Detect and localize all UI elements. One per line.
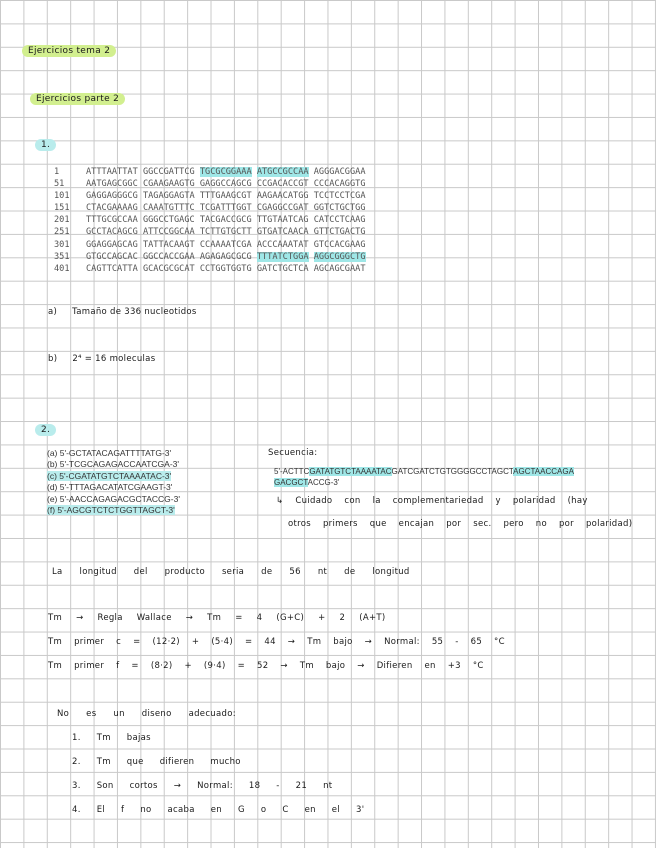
sequence-group: GTTCTGACTG — [313, 227, 366, 238]
sequence-group: AAGAACATGG — [256, 191, 309, 202]
conclusion-item: 3. Son cortos → Normal: 18 - 21 nt — [72, 781, 333, 791]
sequence-row — [54, 251, 366, 263]
sequence-group: GGTCTGCTGG — [313, 203, 366, 214]
sequence-group: CGAGGCCGAT — [256, 203, 309, 214]
part-heading: Ejercicios parte 2 — [30, 94, 125, 104]
primer-item — [47, 459, 180, 470]
sequence-group: TCGATTTGGT — [199, 203, 252, 214]
sequence-group: GGCCGATTCG — [142, 167, 195, 177]
primer-label: (c) 5'-CGATATGTCTAAAATAC-3' — [47, 470, 172, 481]
sequence-position: 101 — [54, 191, 70, 202]
sequence-group: GGGCCTGAGC — [142, 215, 195, 226]
sequence-row — [54, 214, 366, 226]
sequence-group: GTGCCAGCAC — [86, 251, 138, 262]
primer-label: (b) 5'-TCGCAGAGACCAATCGA-3' — [47, 459, 180, 470]
tm-rule: Tm → Regla Wallace → Tm = 4 (G+C) + 2 (A+T) — [48, 613, 386, 623]
sequence-group: TAGAGGAGTA — [142, 191, 195, 202]
sequence-group: TATTACAAGT — [142, 239, 195, 250]
sequence-position: 201 — [54, 215, 70, 226]
sequence-group: TTGTAATCAG — [256, 215, 309, 226]
sequence-row — [54, 166, 366, 178]
sequence-group: CCAAAATCGA — [199, 239, 252, 250]
sequence-group: CAGTTCATTA — [86, 263, 138, 274]
exercise-2-number: 2. — [35, 425, 56, 435]
primer-item — [47, 471, 180, 482]
sequence-row — [54, 202, 366, 214]
sequence-group: GATCTGCTCA — [256, 263, 309, 274]
sequence-group: CCGACACCGT — [256, 179, 309, 190]
sequence-group: ATTTAATTAT — [86, 167, 138, 177]
sequence-group: GTGATCAACA — [256, 227, 309, 238]
sequence-position: 151 — [54, 203, 70, 214]
conclusion-item: 1. Tm bajas — [72, 733, 151, 743]
sequence-group: TTTATCTGGA — [256, 251, 309, 262]
primer-item — [47, 494, 180, 505]
dna-sequence — [54, 166, 366, 275]
tm-primer-c: Tm primer c = (12·2) + (5·4) = 44 → Tm bajo → Normal: 55 - 65 °C — [48, 637, 505, 647]
conclusion: No es un diseno adecuado: — [57, 709, 236, 719]
primer-list — [47, 448, 180, 516]
secuencia-title: Secuencia: — [268, 448, 318, 458]
sequence-group: GCCTACAGCG — [86, 227, 138, 238]
sequence-row — [54, 178, 366, 190]
sequence-group: GGCCACCGAA — [142, 251, 195, 262]
primer-label: (a) 5'-GCTATACAGATTTTATG-3' — [47, 448, 172, 458]
sequence-group: TTTGAAGCGT — [199, 191, 252, 202]
sequence-position: 51 — [54, 179, 65, 190]
primer-item — [47, 448, 180, 459]
answer-b: b) 2⁴ = 16 moleculas — [48, 354, 156, 364]
sequence-group: AGCAGCGAAT — [313, 263, 366, 274]
sequence-position: 401 — [54, 263, 70, 274]
sequence-position: 251 — [54, 227, 70, 238]
primer-label: (f) 5'-AGCGTCTCTGGTTAGCT-3' — [47, 505, 175, 516]
sequence-position: 301 — [54, 239, 70, 250]
primer-item — [47, 482, 180, 493]
sequence-group: AGGCGGGCTG — [313, 251, 366, 262]
exercise-1-number: 1. — [35, 140, 56, 150]
sequence-group: TACGACCGCG — [199, 215, 252, 226]
sequence-group: GGAGGAGCAG — [86, 239, 138, 250]
sequence-group: TTTGCGCCAA — [86, 215, 138, 226]
note-line-2: otros primers que encajan por sec. pero no por polaridad) — [288, 519, 633, 529]
sequence-group: GAGGCCAGCG — [199, 179, 252, 190]
conclusion-item: 2. Tm que difieren mucho — [72, 757, 241, 767]
primer-label: (d) 5'-TTTAGACATATCGAAGT-3' — [47, 482, 173, 493]
sequence-group: CAAATGTTTC — [142, 203, 195, 214]
product-length: La longitud del producto seria de 56 nt de longitud — [52, 567, 410, 577]
sequence-group: TGCGCGGAAA — [199, 167, 252, 177]
sequence-row — [54, 226, 366, 238]
tm-primer-f: Tm primer f = (8·2) + (9·4) = 52 → Tm bajo → Difieren en +3 °C — [48, 661, 484, 671]
sequence-group: GCACGCGCAT — [142, 263, 195, 274]
sequence-group: CCCACAGGTG — [313, 179, 366, 190]
primer-label: (e) 5'-AACCAGAGACGCTACCG-3' — [47, 493, 180, 504]
sequence-row — [54, 239, 366, 251]
sequence-group: CTACGAAAAG — [86, 203, 138, 214]
sequence-group: TCTTGTGCTT — [199, 227, 252, 238]
answer-a: a) Tamaño de 336 nucleotidos — [48, 307, 197, 317]
sequence-group: AATGAGCGGC — [86, 179, 138, 190]
primer-item — [47, 505, 180, 516]
sequence-group: GAGGAGGGCG — [86, 191, 138, 202]
sequence-position: 1 — [54, 167, 60, 177]
sequence-group: ATTCCGGCAA — [142, 227, 195, 238]
sequence-group: CGAAGAAGTG — [142, 179, 195, 190]
conclusion-item: 4. El f no acaba en G o C en el 3' — [72, 805, 365, 815]
sequence-group: TCCTCCTCGA — [313, 191, 366, 202]
sequence-group: AGGGACGGAA — [313, 167, 366, 177]
sequence-group: GTCCACGAAG — [313, 239, 366, 250]
sequence-group: ATGCCGCCAA — [256, 167, 309, 177]
sequence-group: ACCCAAATAT — [256, 239, 309, 250]
sequence-position: 351 — [54, 251, 70, 262]
page-title: Ejercicios tema 2 — [22, 46, 116, 56]
note-line-1: ↳ Cuidado con la complementariedad y polaridad (hay — [276, 496, 588, 506]
sequence-group: CATCCTCAAG — [313, 215, 366, 226]
sequence-group: AGAGAGCGCG — [199, 251, 252, 262]
sequence-row — [54, 263, 366, 275]
secuencia-text: 5'-ACTTCGATATGTCTAAAATACGATCGATCTGTGGGGCCTAGCTAGCTAACCAGA GACGCTACCG-3' — [274, 467, 574, 487]
sequence-row — [54, 190, 366, 202]
sequence-group: CCTGGTGGTG — [199, 263, 252, 274]
